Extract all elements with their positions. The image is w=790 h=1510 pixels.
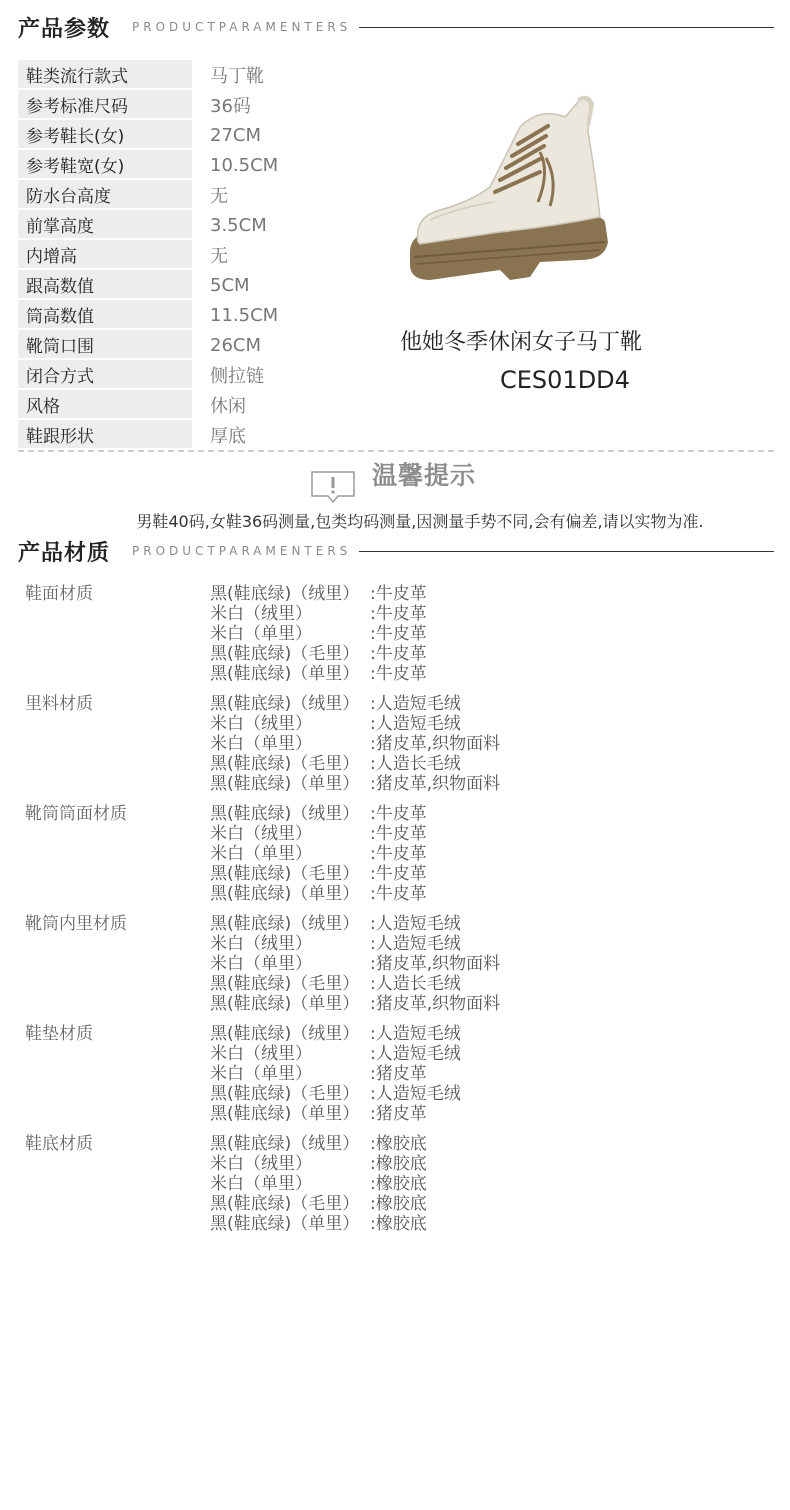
- material-value: :人造短毛绒: [370, 934, 461, 954]
- material-variant: 米白（绒里）: [210, 934, 312, 954]
- material-variant: 黑(鞋底绿)（单里）: [210, 884, 360, 904]
- material-line: [210, 1064, 461, 1084]
- param-value: 休闲: [210, 396, 246, 417]
- param-label: 内增高: [18, 240, 192, 268]
- param-value: 5CM: [210, 274, 250, 296]
- material-value: :猪皮革: [370, 1104, 427, 1124]
- param-label: 参考标准尺码: [18, 90, 192, 118]
- material-line: [210, 754, 500, 774]
- boot-image: [400, 92, 620, 292]
- param-row: [18, 120, 308, 150]
- material-line: [210, 1104, 461, 1124]
- material-value: :牛皮革: [370, 664, 427, 684]
- material-name: 鞋垫材质: [25, 1024, 93, 1044]
- material-name: 鞋底材质: [25, 1134, 93, 1154]
- material-value: :橡胶底: [370, 1154, 427, 1174]
- material-line: [210, 644, 427, 664]
- material-variant: 米白（绒里）: [210, 1154, 312, 1174]
- param-row: [18, 210, 308, 240]
- param-row: [18, 270, 308, 300]
- material-value: :牛皮革: [370, 884, 427, 904]
- param-label: 防水台高度: [18, 180, 192, 208]
- material-line: [210, 934, 500, 954]
- param-row: [18, 60, 308, 90]
- param-label: 闭合方式: [18, 360, 192, 388]
- material-variant: 黑(鞋底绿)（毛里）: [210, 864, 360, 884]
- param-row: [18, 420, 308, 450]
- material-line: [210, 954, 500, 974]
- material-name: 靴筒内里材质: [25, 914, 127, 934]
- param-value: 无: [210, 186, 228, 207]
- param-row: [18, 90, 308, 120]
- material-variant: 黑(鞋底绿)（绒里）: [210, 1024, 360, 1044]
- material-group: [25, 694, 765, 794]
- material-value: :橡胶底: [370, 1134, 427, 1154]
- param-value: 3.5CM: [210, 214, 267, 236]
- material-line: [210, 1174, 427, 1194]
- material-variant: 米白（绒里）: [210, 1044, 312, 1064]
- material-line: [210, 884, 427, 904]
- material-value: :猪皮革,织物面料: [370, 774, 501, 794]
- param-label: 靴筒口围: [18, 330, 192, 358]
- material-line: [210, 844, 427, 864]
- material-lines: [210, 914, 500, 1014]
- param-value: 马丁靴: [210, 66, 264, 87]
- material-variant: 黑(鞋底绿)（单里）: [210, 994, 360, 1014]
- exclamation-icon: [310, 470, 356, 504]
- product-name: 他她冬季休闲女子马丁靴: [400, 330, 643, 355]
- material-line: [210, 1134, 427, 1154]
- material-variant: 黑(鞋底绿)（毛里）: [210, 644, 360, 664]
- material-line: [210, 664, 427, 684]
- param-label: 参考鞋宽(女): [18, 150, 192, 178]
- material-variant: 黑(鞋底绿)（单里）: [210, 1104, 360, 1124]
- material-variant: 米白（绒里）: [210, 604, 312, 624]
- material-value: :人造短毛绒: [370, 1044, 461, 1064]
- material-line: [210, 1154, 427, 1174]
- param-row: [18, 390, 308, 420]
- material-value: :猪皮革,织物面料: [370, 954, 501, 974]
- section-subtitle: PRODUCTPARAMENTERS: [132, 20, 352, 34]
- material-value: :人造短毛绒: [370, 1024, 461, 1044]
- material-group: [25, 1134, 765, 1234]
- material-variant: 黑(鞋底绿)（毛里）: [210, 1084, 360, 1104]
- material-line: [210, 1214, 427, 1234]
- product-code: CES01DD4: [500, 366, 630, 394]
- tip-title: 温馨提示: [372, 461, 477, 490]
- materials-list: [25, 584, 765, 1244]
- material-value: :人造短毛绒: [370, 714, 461, 734]
- material-value: :橡胶底: [370, 1214, 427, 1234]
- material-line: [210, 974, 500, 994]
- material-variant: 米白（单里）: [210, 844, 312, 864]
- material-line: [210, 774, 500, 794]
- material-variant: 黑(鞋底绿)（单里）: [210, 1214, 360, 1234]
- param-label: 跟高数值: [18, 270, 192, 298]
- material-variant: 米白（单里）: [210, 1174, 312, 1194]
- material-line: [210, 734, 500, 754]
- material-line: [210, 824, 427, 844]
- section-header-materials: [18, 534, 774, 568]
- param-row: [18, 180, 308, 210]
- param-label: 风格: [18, 390, 192, 418]
- material-line: [210, 1044, 461, 1064]
- material-variant: 黑(鞋底绿)（单里）: [210, 774, 360, 794]
- material-value: :橡胶底: [370, 1174, 427, 1194]
- param-value: 36码: [210, 96, 251, 117]
- material-value: :人造长毛绒: [370, 974, 461, 994]
- section-title: 产品参数: [18, 16, 111, 42]
- param-label: 筒高数值: [18, 300, 192, 328]
- material-group: [25, 1024, 765, 1124]
- material-lines: [210, 804, 427, 904]
- material-value: :猪皮革,织物面料: [370, 734, 501, 754]
- material-variant: 黑(鞋底绿)（毛里）: [210, 754, 360, 774]
- param-row: [18, 150, 308, 180]
- material-value: :牛皮革: [370, 644, 427, 664]
- material-line: [210, 714, 500, 734]
- dashed-divider: [18, 450, 774, 452]
- material-line: [210, 914, 500, 934]
- material-value: :人造短毛绒: [370, 694, 461, 714]
- param-label: 前掌高度: [18, 210, 192, 238]
- material-line: [210, 604, 427, 624]
- param-label: 参考鞋长(女): [18, 120, 192, 148]
- material-line: [210, 804, 427, 824]
- material-variant: 黑(鞋底绿)（毛里）: [210, 974, 360, 994]
- material-line: [210, 1084, 461, 1104]
- material-lines: [210, 694, 500, 794]
- material-variant: 黑(鞋底绿)（绒里）: [210, 804, 360, 824]
- material-value: :人造短毛绒: [370, 914, 461, 934]
- param-value: 无: [210, 246, 228, 267]
- material-group: [25, 584, 765, 684]
- param-row: [18, 240, 308, 270]
- param-row: [18, 330, 308, 360]
- material-value: :人造短毛绒: [370, 1084, 461, 1104]
- material-value: :牛皮革: [370, 624, 427, 644]
- material-variant: 米白（单里）: [210, 1064, 312, 1084]
- material-variant: 米白（单里）: [210, 624, 312, 644]
- material-line: [210, 1024, 461, 1044]
- material-value: :猪皮革: [370, 1064, 427, 1084]
- material-lines: [210, 1134, 427, 1234]
- section-title: 产品材质: [18, 540, 111, 566]
- material-value: :猪皮革,织物面料: [370, 994, 501, 1014]
- material-line: [210, 694, 500, 714]
- section-rule: [359, 551, 774, 552]
- material-value: :牛皮革: [370, 824, 427, 844]
- material-group: [25, 804, 765, 904]
- material-value: :牛皮革: [370, 804, 427, 824]
- material-variant: 米白（绒里）: [210, 824, 312, 844]
- param-label: 鞋跟形状: [18, 420, 192, 448]
- material-name: 鞋面材质: [25, 584, 93, 604]
- param-row: [18, 360, 308, 390]
- section-header-params: [18, 10, 774, 44]
- section-subtitle: PRODUCTPARAMENTERS: [132, 544, 352, 558]
- material-variant: 米白（绒里）: [210, 714, 312, 734]
- material-lines: [210, 1024, 461, 1124]
- section-rule: [359, 27, 774, 28]
- material-variant: 米白（单里）: [210, 954, 312, 974]
- material-group: [25, 914, 765, 1014]
- material-value: :牛皮革: [370, 844, 427, 864]
- material-line: [210, 864, 427, 884]
- material-value: :人造长毛绒: [370, 754, 461, 774]
- material-value: :橡胶底: [370, 1194, 427, 1214]
- params-table: [18, 60, 308, 450]
- material-line: [210, 994, 500, 1014]
- material-variant: 黑(鞋底绿)（毛里）: [210, 1194, 360, 1214]
- param-value: 10.5CM: [210, 154, 279, 176]
- param-label: 鞋类流行款式: [18, 60, 192, 88]
- material-line: [210, 1194, 427, 1214]
- material-variant: 黑(鞋底绿)（绒里）: [210, 584, 360, 604]
- param-value: 11.5CM: [210, 304, 279, 326]
- material-line: [210, 584, 427, 604]
- material-variant: 米白（单里）: [210, 734, 312, 754]
- material-value: :牛皮革: [370, 584, 427, 604]
- tip-text: 男鞋40码,女鞋36码测量,包类均码测量,因测量手势不同,会有偏差,请以实物为准.: [136, 512, 704, 531]
- param-value: 27CM: [210, 124, 262, 146]
- material-name: 靴筒筒面材质: [25, 804, 127, 824]
- material-variant: 黑(鞋底绿)（单里）: [210, 664, 360, 684]
- material-value: :牛皮革: [370, 604, 427, 624]
- param-value: 侧拉链: [210, 366, 264, 387]
- material-name: 里料材质: [25, 694, 93, 714]
- material-variant: 黑(鞋底绿)（绒里）: [210, 694, 360, 714]
- material-variant: 黑(鞋底绿)（绒里）: [210, 914, 360, 934]
- param-value: 厚底: [210, 426, 246, 447]
- param-row: [18, 300, 308, 330]
- material-variant: 黑(鞋底绿)（绒里）: [210, 1134, 360, 1154]
- material-value: :牛皮革: [370, 864, 427, 884]
- material-lines: [210, 584, 427, 684]
- param-value: 26CM: [210, 334, 262, 356]
- material-line: [210, 624, 427, 644]
